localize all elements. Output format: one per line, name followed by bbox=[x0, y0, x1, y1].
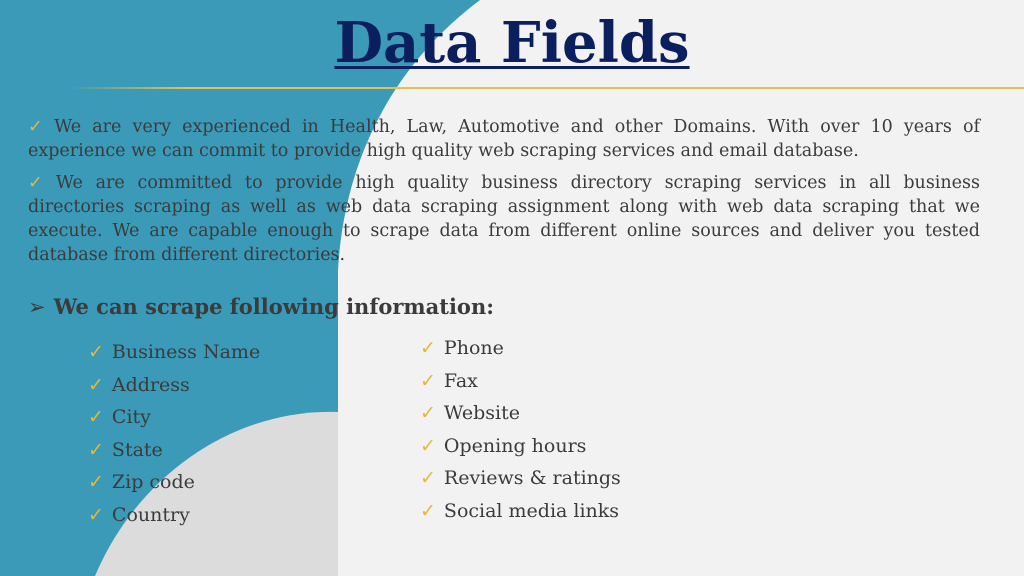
subheading-text: We can scrape following information: bbox=[53, 294, 494, 319]
list-item-label: Phone bbox=[443, 337, 504, 359]
paragraph-experience bbox=[28, 115, 980, 163]
list-item bbox=[88, 369, 260, 402]
check-icon: ✓ bbox=[28, 117, 49, 137]
check-icon: ✓ bbox=[88, 503, 104, 526]
list-item bbox=[88, 401, 260, 434]
paragraph-text: We are very experienced in Health, Law, Automotive and other Domains. With over 10 years of experience we can commit to provide high quality web scraping services and email database. bbox=[28, 117, 981, 161]
check-icon: ✓ bbox=[88, 471, 104, 493]
check-icon: ✓ bbox=[88, 406, 104, 428]
list-item bbox=[420, 495, 621, 528]
list-item-label: Opening hours bbox=[443, 434, 587, 457]
list-item bbox=[420, 365, 621, 398]
page-title: Data Fields bbox=[334, 10, 690, 76]
left-field-list bbox=[88, 336, 260, 531]
check-icon: ✓ bbox=[420, 337, 436, 359]
list-item-label: Website bbox=[443, 402, 521, 424]
list-item-label: State bbox=[111, 438, 163, 461]
list-item bbox=[420, 332, 621, 365]
check-icon: ✓ bbox=[28, 173, 50, 193]
list-item-label: Business Name bbox=[111, 341, 261, 363]
arrow-right-icon: ➢ bbox=[28, 295, 46, 319]
check-icon: ✓ bbox=[420, 467, 436, 489]
right-field-list bbox=[420, 332, 621, 527]
list-item-label: Social media links bbox=[443, 499, 620, 522]
list-item bbox=[420, 430, 621, 463]
list-item bbox=[88, 336, 260, 369]
list-item bbox=[88, 499, 260, 532]
list-item bbox=[420, 462, 621, 495]
check-icon: ✓ bbox=[88, 341, 104, 363]
list-item bbox=[88, 466, 260, 499]
paragraph-commitment bbox=[28, 171, 980, 267]
list-item-label: Fax bbox=[443, 369, 478, 392]
list-item-label: City bbox=[111, 406, 151, 428]
check-icon: ✓ bbox=[420, 499, 436, 522]
title-divider bbox=[70, 87, 1024, 89]
list-item-label: Zip code bbox=[111, 471, 195, 493]
check-icon: ✓ bbox=[420, 402, 436, 424]
list-item bbox=[88, 434, 260, 467]
subheading bbox=[28, 293, 494, 321]
check-icon: ✓ bbox=[420, 434, 436, 457]
check-icon: ✓ bbox=[420, 369, 436, 392]
list-item-label: Reviews & ratings bbox=[443, 467, 621, 489]
paragraph-text: We are committed to provide high quality business directory scraping services in all business directories scraping as well as web data scraping assignment along with web data scraping that we execute. We are capable enough to scrape data from different online sources and deliver you tested database from different directories. bbox=[28, 173, 980, 265]
check-icon: ✓ bbox=[88, 438, 104, 461]
check-icon: ✓ bbox=[88, 373, 104, 396]
list-item-label: Address bbox=[111, 373, 190, 396]
list-item-label: Country bbox=[111, 503, 190, 526]
list-item bbox=[420, 397, 621, 430]
